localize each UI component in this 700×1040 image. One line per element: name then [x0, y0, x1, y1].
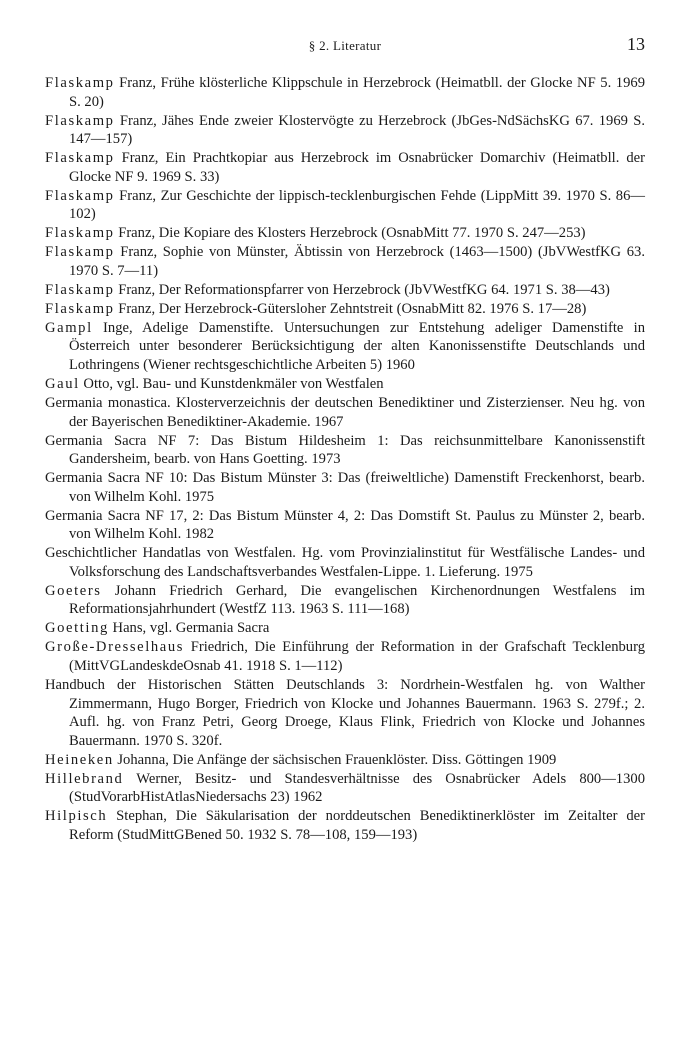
entry-text: Franz, Die Kopiare des Klosters Herzebrock (OsnabMitt 77. 1970 S. 247—253) — [114, 225, 586, 242]
bibliography-entry — [45, 807, 645, 844]
entry-author: Gaul — [45, 376, 80, 393]
entry-text: Johanna, Die Anfänge der sächsischen Frauenklöster. Diss. Göttingen 1909 — [113, 751, 557, 768]
running-title: § 2. Literatur — [308, 38, 382, 53]
entry-text: Johann Friedrich Gerhard, Die evangelischen Kirchenordnungen Westfalens im Reformationsjahrhundert (WestfZ 113. 1963 S. 111—168) — [69, 582, 645, 618]
entry-text: Hans, vgl. Germania Sacra — [108, 620, 270, 637]
bibliography-entry — [45, 751, 645, 770]
entry-text: Inge, Adelige Damenstifte. Untersuchungen zur Entstehung adeliger Damenstifte in Österreich unter besonderer Berücksichtigung der alten Kanonissenstifte Deutschlands und Lothringens (Wiener rechtsgeschichtliche Arbeiten 5) 1960 — [69, 319, 645, 374]
bibliography-entry — [45, 619, 645, 638]
bibliography-entry — [45, 544, 645, 581]
entry-author: Hilpisch — [45, 808, 108, 825]
entry-author: Flaskamp — [45, 225, 115, 242]
entry-text: Friedrich, Die Einführung der Reformation in der Grafschaft Tecklenburg (MittVGLandeskdeOsnab 41. 1918 S. 1—112) — [69, 639, 645, 675]
running-header — [45, 34, 645, 58]
entry-author: Große-Dresselhaus — [45, 639, 185, 656]
entry-author: Flaskamp — [45, 187, 115, 204]
bibliography-entry — [45, 149, 645, 186]
entry-text: Germania Sacra NF 7: Das Bistum Hildesheim 1: Das reichsunmittelbare Kanonissenstift Gandersheim, bearb. von Hans Goetting. 1973 — [45, 432, 645, 468]
entry-text: Werner, Besitz- und Standesverhältnisse des Osnabrücker Adels 800—1300 (StudVorarbHistAtlasNiedersachs 23) 1962 — [69, 770, 645, 806]
entry-author: Flaskamp — [45, 244, 115, 261]
bibliography-entry — [45, 112, 645, 149]
bibliography-entry — [45, 394, 645, 431]
bibliography-entry — [45, 375, 645, 394]
bibliography-entry — [45, 770, 645, 807]
page-number: 13 — [627, 34, 645, 54]
entry-text: Germania Sacra NF 17, 2: Das Bistum Münster 4, 2: Das Domstift St. Paulus zu Münster 2, bearb. von Wilhelm Kohl. 1982 — [45, 507, 645, 543]
entry-author: Flaskamp — [45, 112, 115, 129]
bibliography-entry — [45, 243, 645, 280]
entry-text: Germania Sacra NF 10: Das Bistum Münster 3: Das (freiweltliche) Damenstift Freckenhorst, bearb. von Wilhelm Kohl. 1975 — [45, 470, 645, 505]
entry-text: Franz, Sophie von Münster, Äbtissin von Herzebrock (1463—1500) (JbVWestfKG 63. 1970 S. 7—11) — [69, 244, 645, 279]
entry-author: Goetting — [45, 620, 109, 637]
bibliography-entry — [45, 638, 645, 675]
bibliography-entry — [45, 187, 645, 224]
bibliography-entry — [45, 582, 645, 619]
bibliography-entry — [45, 469, 645, 506]
entry-text: Stephan, Die Säkularisation der norddeutschen Benediktinerklöster im Zeitalter der Reform (StudMittGBened 50. 1932 S. 78—108, 159—193) — [69, 808, 645, 843]
bibliography-entry — [45, 432, 645, 469]
entry-text: Franz, Frühe klösterliche Klippschule in Herzebrock (Heimatbll. der Glocke NF 5. 1969 S. 20) — [69, 75, 645, 110]
entry-author: Flaskamp — [45, 75, 115, 91]
bibliography-entry — [45, 300, 645, 319]
bibliography-entry — [45, 74, 645, 111]
bibliography-entry — [45, 676, 645, 750]
entry-text: Otto, vgl. Bau- und Kunstdenkmäler von Westfalen — [79, 376, 384, 393]
entry-author: Gampl — [45, 319, 93, 336]
bibliography-entry — [45, 224, 645, 243]
entry-text: Franz, Der Reformationspfarrer von Herzebrock (JbVWestfKG 64. 1971 S. 38—43) — [114, 281, 610, 298]
entry-author: Goeters — [45, 582, 102, 599]
bibliography-list — [45, 74, 645, 845]
entry-author: Flaskamp — [45, 281, 115, 298]
entry-author: Flaskamp — [45, 300, 115, 317]
entry-text: Geschichtlicher Handatlas von Westfalen. Hg. vom Provinzialinstitut für Westfälische Landes- und Volksforschung des Landschaftsverbandes Westfalen-Lippe. 1. Lieferung. 1975 — [45, 545, 645, 580]
bibliography-entry — [45, 319, 645, 375]
entry-author: Heineken — [45, 751, 114, 768]
entry-author: Hillebrand — [45, 770, 124, 787]
entry-text: Franz, Ein Prachtkopiar aus Herzebrock im Osnabrücker Domarchiv (Heimatbll. der Glocke NF 9. 1969 S. 33) — [69, 150, 645, 185]
bibliography-entry — [45, 281, 645, 300]
entry-text: Franz, Jähes Ende zweier Klostervögte zu Herzebrock (JbGes-NdSächsKG 67. 1969 S. 147—157) — [69, 112, 645, 148]
entry-text: Germania monastica. Klosterverzeichnis der deutschen Benediktiner und Zisterzienser. Neu hg. von der Bayerischen Benediktiner-Akademie. 1967 — [45, 395, 645, 430]
entry-text: Handbuch der Historischen Stätten Deutschlands 3: Nordrhein-Westfalen hg. von Walther Zimmermann, Hugo Borger, Friedrich von Klocke und Johannes Bauermann. 1963 S. 279f.; 2. Aufl. hg. von Franz Petri, Georg Droege, Klaus Flink, Friedrich von Klocke und Johannes Bauermann. 1970 S. 320f. — [45, 677, 645, 749]
entry-author: Flaskamp — [45, 150, 115, 167]
entry-text: Franz, Zur Geschichte der lippisch-tecklenburgischen Fehde (LippMitt 39. 1970 S. 86—102) — [69, 187, 645, 223]
bibliography-entry — [45, 507, 645, 544]
entry-text: Franz, Der Herzebrock-Gütersloher Zehntstreit (OsnabMitt 82. 1976 S. 17—28) — [114, 300, 587, 317]
